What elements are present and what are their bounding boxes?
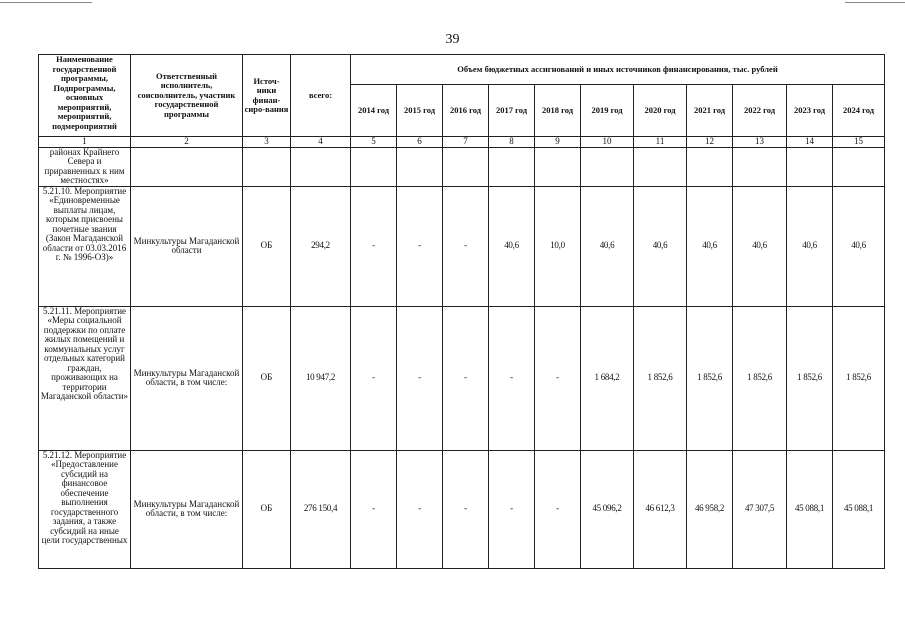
year-amount: 40,6 [733,186,787,306]
year-amount: 40,6 [489,186,535,306]
year-amount: 45 096,2 [581,450,634,568]
year-amount: - [397,186,443,306]
year-amount: - [397,450,443,568]
header-year: 2015 год [397,85,443,137]
top-rule-right [845,2,905,3]
header-year: 2021 год [687,85,733,137]
year-amount [687,147,733,186]
header-year: 2019 год [581,85,634,137]
header-funding: Объем бюджетных ассигнований и иных источников финансирования, тыс. рублей [351,55,885,85]
header-year: 2018 год [535,85,581,137]
responsible-executor: Минкультуры Магаданской области [131,186,243,306]
funding-source: ОБ [243,306,291,450]
year-amount: 10,0 [535,186,581,306]
year-amount: - [443,306,489,450]
header-year: 2014 год [351,85,397,137]
year-amount: - [351,186,397,306]
column-index: 2 [131,137,243,148]
year-amount: - [489,450,535,568]
year-amount: 47 307,5 [733,450,787,568]
year-amount: - [535,450,581,568]
year-amount: 1 852,6 [733,306,787,450]
year-amount: - [397,306,443,450]
table-row [39,147,885,186]
table-row [39,306,885,450]
year-amount: - [443,186,489,306]
year-amount [634,147,687,186]
funding-source: ОБ [243,450,291,568]
header-source: Источ-ники финан-сиро-вания [243,55,291,137]
year-amount: 40,6 [634,186,687,306]
activity-name: 5.21.12. Мероприятие «Предоставление субсидий на финансовое обеспечение выполнения государственного задания, а также субсидий на иные цели государственных [39,450,131,568]
column-index: 8 [489,137,535,148]
year-amount: - [489,306,535,450]
year-amount [443,147,489,186]
year-amount: 40,6 [787,186,833,306]
header-year: 2017 год [489,85,535,137]
column-index: 13 [733,137,787,148]
year-amount: 1 852,6 [687,306,733,450]
total-amount: 276 150,4 [291,450,351,568]
column-index: 3 [243,137,291,148]
year-amount: - [351,306,397,450]
header-year: 2022 год [733,85,787,137]
header-responsible: Ответственный исполнитель, соисполнитель, участник государственной программы [131,55,243,137]
responsible-executor: Минкультуры Магаданской области, в том числе: [131,450,243,568]
total-amount [291,147,351,186]
responsible-executor [131,147,243,186]
year-amount: - [351,450,397,568]
responsible-executor: Минкультуры Магаданской области, в том числе: [131,306,243,450]
column-index: 12 [687,137,733,148]
year-amount [733,147,787,186]
year-amount [351,147,397,186]
year-amount [397,147,443,186]
header-total: всего: [291,55,351,137]
column-index: 1 [39,137,131,148]
year-amount: - [443,450,489,568]
header-year: 2023 год [787,85,833,137]
total-amount: 294,2 [291,186,351,306]
year-amount: 46 958,2 [687,450,733,568]
year-amount: 45 088,1 [833,450,885,568]
header-year: 2016 год [443,85,489,137]
year-amount: 45 088,1 [787,450,833,568]
year-amount: - [535,306,581,450]
year-amount [489,147,535,186]
year-amount: 40,6 [581,186,634,306]
activity-name: районах Крайнего Севера и приравненных к ним местностях» [39,147,131,186]
table-row [39,186,885,306]
column-index: 9 [535,137,581,148]
year-amount: 40,6 [833,186,885,306]
year-amount: 1 852,6 [833,306,885,450]
column-index: 6 [397,137,443,148]
column-index: 7 [443,137,489,148]
year-amount: 46 612,3 [634,450,687,568]
top-rule-left [0,2,92,3]
activity-name: 5.21.10. Мероприятие «Единовременные выплаты лицам, которым присвоены почетные звания (Закон Магаданской области от 03.03.2016 г. № 1996-ОЗ)» [39,186,131,306]
year-amount [787,147,833,186]
table-row [39,450,885,568]
year-amount [833,147,885,186]
funding-source: ОБ [243,186,291,306]
funding-source [243,147,291,186]
activity-name: 5.21.11. Мероприятие «Меры социальной поддержки по оплате жилых помещений и коммунальных услуг отдельных категорий граждан, проживающих на территории Магаданской области» [39,306,131,450]
page-number: 39 [445,32,460,47]
column-index: 14 [787,137,833,148]
column-index: 5 [351,137,397,148]
header-year: 2020 год [634,85,687,137]
header-year: 2024 год [833,85,885,137]
year-amount: 1 852,6 [787,306,833,450]
column-index: 10 [581,137,634,148]
column-index: 4 [291,137,351,148]
year-amount [581,147,634,186]
year-amount [535,147,581,186]
header-name: Наименование государственной программы, Подпрограммы, основных мероприятий, мероприятий, подмероприятий [39,55,131,137]
year-amount: 1 684,2 [581,306,634,450]
budget-table [38,54,885,569]
column-index: 15 [833,137,885,148]
year-amount: 1 852,6 [634,306,687,450]
column-index: 11 [634,137,687,148]
year-amount: 40,6 [687,186,733,306]
total-amount: 10 947,2 [291,306,351,450]
